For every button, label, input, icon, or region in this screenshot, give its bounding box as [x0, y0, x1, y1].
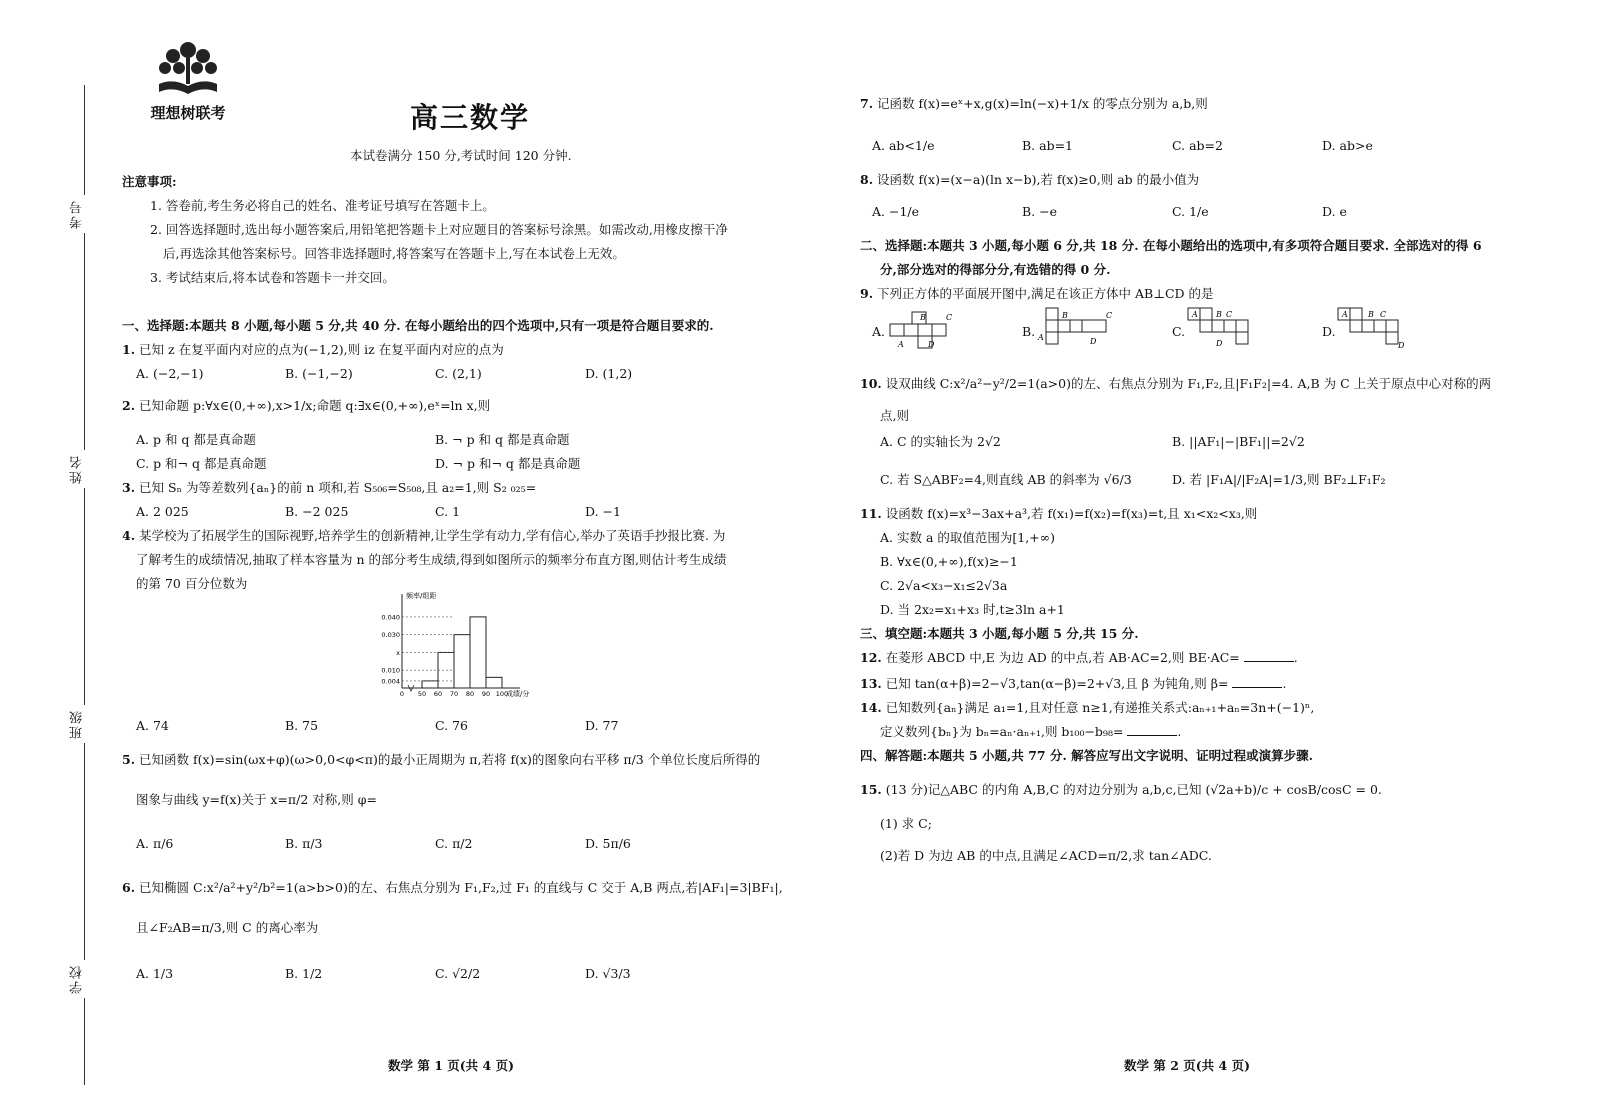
q9-a-label-d: D	[928, 340, 935, 349]
q4-option-a: A. 74	[136, 718, 169, 733]
q9-number: 9.	[860, 286, 874, 301]
q9-b-label-a: A	[1038, 333, 1044, 342]
q14-line2: 定义数列{bₙ}为 bₙ=aₙ·aₙ₊₁,则 b₁₀₀−b₉₈= .	[880, 724, 1182, 739]
q8-option-c: C. 1/e	[1172, 204, 1209, 219]
q5-option-c: C. π/2	[435, 836, 473, 851]
histogram-bar	[470, 617, 486, 688]
frequency-histogram	[372, 588, 552, 708]
q3	[122, 480, 536, 496]
section2-line2: 分,部分选对的得部分分,有选错的得 0 分.	[880, 262, 1111, 277]
y-tick-label: 0.010	[381, 666, 400, 675]
q2-number: 2.	[122, 398, 136, 413]
x-tick-label: 80	[465, 690, 475, 698]
q8-option-a: A. −1/e	[872, 204, 920, 219]
q13-text: 已知 tan(α+β)=2−√3,tan(α−β)=2+√3,且 β 为钝角,则 β=	[885, 676, 1229, 691]
q6-number: 6.	[122, 880, 136, 895]
y-tick-label: x	[396, 648, 400, 657]
page-title: 高三数学	[410, 101, 531, 134]
q11-number: 11.	[860, 506, 882, 521]
q11-option-c: C. 2√a<x₃−x₁≤2√3a	[880, 578, 1008, 593]
tree-book-icon	[153, 40, 223, 98]
q7	[860, 96, 1208, 112]
q3-option-b: B. −2 025	[285, 504, 349, 519]
q15-part1: (1) 求 C;	[880, 816, 932, 831]
x-tick-label: 90	[481, 690, 491, 698]
y-tick-label: 0.004	[381, 677, 400, 686]
notice-item-3: 3. 考试结束后,将本试卷和答题卡一并交回。	[150, 270, 395, 285]
q5-text-2: 图象与曲线 y=f(x)关于 x=π/2 对称,则 φ=	[136, 792, 377, 807]
q4-text-2: 了解考生的成绩情况,抽取了样本容量为 n 的部分考生成绩,得到如图所示的频率分布直方图,则估计考生成绩	[136, 552, 727, 567]
q4-option-c: C. 76	[435, 718, 468, 733]
q12-number: 12.	[860, 650, 882, 665]
q4-option-d: D. 77	[585, 718, 619, 733]
q8	[860, 172, 1199, 188]
q5-number: 5.	[122, 752, 136, 767]
q10-option-b: B. ||AF₁|−|BF₁||=2√2	[1172, 434, 1305, 449]
q12-blank[interactable]	[1244, 661, 1294, 662]
q15	[860, 782, 1382, 798]
x-tick-label: 60	[433, 690, 443, 698]
q6-option-c: C. √2/2	[435, 966, 481, 981]
q13: 13. 已知 tan(α+β)=2−√3,tan(α−β)=2+√3,且 β 为钝角,则 β= .	[860, 676, 1287, 691]
q1	[122, 342, 504, 358]
q9-a-label-c: C	[946, 313, 953, 322]
q4-text-3: 的第 70 百分位数为	[136, 576, 248, 591]
q3-text: 已知 Sₙ 为等差数列{aₙ}的前 n 项和,若 S₅₀₆=S₅₀₈,且 a₂=1,则 S₂ ₀₂₅=	[139, 480, 537, 495]
q9-option-a: A.	[872, 324, 886, 339]
y-tick-label: 0.040	[381, 613, 400, 622]
q2-option-c: C. p 和¬ q 都是真命题	[136, 456, 267, 471]
q1-option-b: B. (−1,−2)	[285, 366, 353, 381]
q9-d-label-a: A	[1342, 310, 1348, 319]
q7-text: 记函数 f(x)=eˣ+x,g(x)=ln(−x)+1/x 的零点分别为 a,b,则	[877, 96, 1208, 111]
q15-number: 15.	[860, 782, 882, 797]
q10-option-d: D. 若 |F₁A|/|F₂A|=1/3,则 BF₂⊥F₁F₂	[1172, 472, 1386, 487]
side-label-kaohao: 考号	[70, 195, 86, 233]
q7-option-d: D. ab>e	[1322, 138, 1373, 153]
q9-option-b: B.	[1022, 324, 1036, 339]
q10-text-1: 设双曲线 C:x²/a²−y²/2=1(a>0)的左、右焦点分别为 F₁,F₂,且|F₁F₂|=4. A,B 为 C 上关于原点中心对称的两	[885, 376, 1492, 391]
q12: 12. 在菱形 ABCD 中,E 为边 AD 的中点,若 AB·AC=2,则 BE·AC= .	[860, 650, 1298, 665]
q6-text-1: 已知椭圆 C:x²/a²+y²/b²=1(a>b>0)的左、右焦点分别为 F₁,F₂,过 F₁ 的直线与 C 交于 A,B 两点,若|AF₁|=3|BF₁|,	[139, 880, 783, 895]
side-label-xingming: 姓名	[70, 450, 86, 488]
q6-option-a: A. 1/3	[136, 966, 174, 981]
q4-line1	[122, 528, 725, 544]
q15-part2: (2)若 D 为边 AB 的中点,且满足∠ACD=π/2,求 tan∠ADC.	[880, 848, 1212, 863]
histogram-bar	[486, 677, 502, 688]
q1-option-c: C. (2,1)	[435, 366, 482, 381]
q2	[122, 398, 490, 414]
q1-option-a: A. (−2,−1)	[136, 366, 204, 381]
q9-option-d: D.	[1322, 324, 1336, 339]
q11-option-d: D. 当 2x₂=x₁+x₃ 时,t≥3ln a+1	[880, 602, 1065, 617]
q1-text: 已知 z 在复平面内对应的点为(−1,2),则 iz 在复平面内对应的点为	[139, 342, 504, 357]
q14-line1	[860, 700, 1314, 716]
q10-number: 10.	[860, 376, 882, 391]
x-tick-label: 70	[449, 690, 459, 698]
q11-option-b: B. ∀x∈(0,+∞),f(x)≥−1	[880, 554, 1018, 569]
q6-option-b: B. 1/2	[285, 966, 323, 981]
q8-number: 8.	[860, 172, 874, 187]
q11-text: 设函数 f(x)=x³−3ax+a³,若 f(x₁)=f(x₂)=f(x₃)=t,且 x₁<x₂<x₃,则	[885, 506, 1258, 521]
histogram-bar	[422, 681, 438, 688]
q9-net-c	[1186, 306, 1266, 356]
q9-b-label-d: D	[1090, 337, 1097, 346]
q6-option-d: D. √3/3	[585, 966, 631, 981]
q4-number: 4.	[122, 528, 136, 543]
q11-option-a: A. 实数 a 的取值范围为[1,+∞)	[880, 530, 1055, 545]
q7-option-a: A. ab<1/e	[872, 138, 935, 153]
q14-blank[interactable]	[1127, 735, 1177, 736]
q9-c-label-d: D	[1216, 339, 1223, 348]
q10-option-a: A. C 的实轴长为 2√2	[880, 434, 1001, 449]
q7-number: 7.	[860, 96, 874, 111]
q3-number: 3.	[122, 480, 136, 495]
q13-blank[interactable]	[1232, 687, 1282, 688]
q14-text-1: 已知数列{aₙ}满足 a₁=1,且对任意 n≥1,有递推关系式:aₙ₊₁+aₙ=3n+(−1)ⁿ,	[885, 700, 1315, 715]
q14-text-2: 定义数列{bₙ}为 bₙ=aₙ·aₙ₊₁,则 b₁₀₀−b₉₈=	[880, 724, 1124, 739]
q7-option-b: B. ab=1	[1022, 138, 1074, 153]
q9	[860, 286, 1214, 302]
q8-text: 设函数 f(x)=(x−a)(ln x−b),若 f(x)≥0,则 ab 的最小值为	[877, 172, 1200, 187]
q6-line1	[122, 880, 783, 896]
q15-text: (13 分)记△ABC 的内角 A,B,C 的对边分别为 a,b,c,已知 (√2a+b)/c + cosB/cosC = 0.	[885, 782, 1382, 797]
q8-option-b: B. −e	[1022, 204, 1058, 219]
q5-line1	[122, 752, 760, 768]
q2-text: 已知命题 p:∀x∈(0,+∞),x>1/x;命题 q:∃x∈(0,+∞),eˣ=ln x,则	[139, 398, 491, 413]
q10-line1	[860, 376, 1491, 392]
q9-net-a	[888, 310, 978, 350]
q9-d-label-b: B	[1368, 310, 1374, 319]
q9-c-label-a: A	[1192, 310, 1198, 319]
notice-heading: 注意事项:	[122, 174, 177, 189]
q2-option-a: A. p 和 q 都是真命题	[136, 432, 256, 447]
x-axis-label: 成绩/分	[506, 690, 530, 698]
q9-net-b	[1036, 306, 1116, 350]
exam-subtitle: 本试卷满分 150 分,考试时间 120 分钟.	[350, 148, 572, 163]
q9-c-label-c: C	[1226, 310, 1233, 319]
q5-text-1: 已知函数 f(x)=sin(ωx+φ)(ω>0,0<φ<π)的最小正周期为 π,若将 f(x)的图象向右平移 π/3 个单位长度后所得的	[139, 752, 761, 767]
x-tick-label: 100	[495, 690, 509, 698]
q2-option-b: B. ¬ p 和 q 都是真命题	[435, 432, 570, 447]
q13-number: 13.	[860, 676, 882, 691]
logo	[138, 40, 238, 122]
q2-option-d: D. ¬ p 和¬ q 都是真命题	[435, 456, 581, 471]
section2-line1: 二、选择题:本题共 3 小题,每小题 6 分,共 18 分. 在每小题给出的选项中,有多项符合题目要求. 全部选对的得 6	[860, 238, 1482, 253]
q4-option-b: B. 75	[285, 718, 319, 733]
q9-net-d	[1336, 306, 1416, 356]
q3-option-d: D. −1	[585, 504, 621, 519]
footer-page1: 数学 第 1 页(共 4 页)	[388, 1058, 514, 1073]
x-tick-label: 50	[417, 690, 427, 698]
q4-text-1: 某学校为了拓展学生的国际视野,培养学生的创新精神,让学生学有动力,学有信心,举办了英语手抄报比赛. 为	[139, 528, 726, 543]
q12-text: 在菱形 ABCD 中,E 为边 AD 的中点,若 AB·AC=2,则 BE·AC=	[885, 650, 1240, 665]
section1-heading: 一、选择题:本题共 8 小题,每小题 5 分,共 40 分. 在每小题给出的四个选项中,只有一项是符合题目要求的.	[122, 318, 714, 333]
q6-text-2: 且∠F₂AB=π/3,则 C 的离心率为	[136, 920, 319, 935]
q9-b-label-b: B	[1062, 311, 1068, 320]
binding-line	[84, 85, 85, 1085]
q3-option-a: A. 2 025	[136, 504, 189, 519]
q11	[860, 506, 1257, 522]
y-tick-label: 0.030	[381, 631, 400, 640]
q3-option-c: C. 1	[435, 504, 461, 519]
q8-option-d: D. e	[1322, 204, 1347, 219]
q9-d-label-d: D	[1398, 341, 1405, 350]
q9-option-c: C.	[1172, 324, 1186, 339]
q9-c-label-b: B	[1216, 310, 1222, 319]
side-label-banji: 班级	[70, 705, 86, 743]
side-label-xuexiao: 学校	[70, 960, 86, 998]
q5-option-b: B. π/3	[285, 836, 323, 851]
q9-a-label-b: B	[920, 313, 926, 322]
q9-b-label-c: C	[1106, 311, 1113, 320]
q10-text-2: 点,则	[880, 408, 909, 423]
notice-item-2b: 后,再选涂其他答案标号。回答非选择题时,将答案写在答题卡上,写在本试卷上无效。	[163, 246, 625, 261]
section3-heading: 三、填空题:本题共 3 小题,每小题 5 分,共 15 分.	[860, 626, 1139, 641]
y-axis-label: 频率/组距	[406, 592, 437, 600]
q5-option-a: A. π/6	[136, 836, 174, 851]
q9-d-label-c: C	[1380, 310, 1387, 319]
x-tick-label: 0	[399, 690, 405, 698]
histogram-bar	[454, 635, 470, 688]
notice-item-1: 1. 答卷前,考生务必将自己的姓名、准考证号填写在答题卡上。	[150, 198, 495, 213]
q5-option-d: D. 5π/6	[585, 836, 631, 851]
logo-name: 理想树联考	[150, 103, 226, 122]
q7-option-c: C. ab=2	[1172, 138, 1223, 153]
q14-number: 14.	[860, 700, 882, 715]
footer-page2: 数学 第 2 页(共 4 页)	[1124, 1058, 1250, 1073]
q10-option-c: C. 若 S△ABF₂=4,则直线 AB 的斜率为 √6/3	[880, 472, 1132, 487]
section4-heading: 四、解答题:本题共 5 小题,共 77 分. 解答应写出文字说明、证明过程或演算步骤.	[860, 748, 1314, 763]
q9-text: 下列正方体的平面展开图中,满足在该正方体中 AB⊥CD 的是	[877, 286, 1214, 301]
q9-a-label-a: A	[898, 340, 904, 349]
q1-number: 1.	[122, 342, 136, 357]
notice-item-2: 2. 回答选择题时,选出每小题答案后,用铅笔把答题卡上对应题目的答案标号涂黑。如需改动,用橡皮擦干净	[150, 222, 728, 237]
q1-option-d: D. (1,2)	[585, 366, 633, 381]
